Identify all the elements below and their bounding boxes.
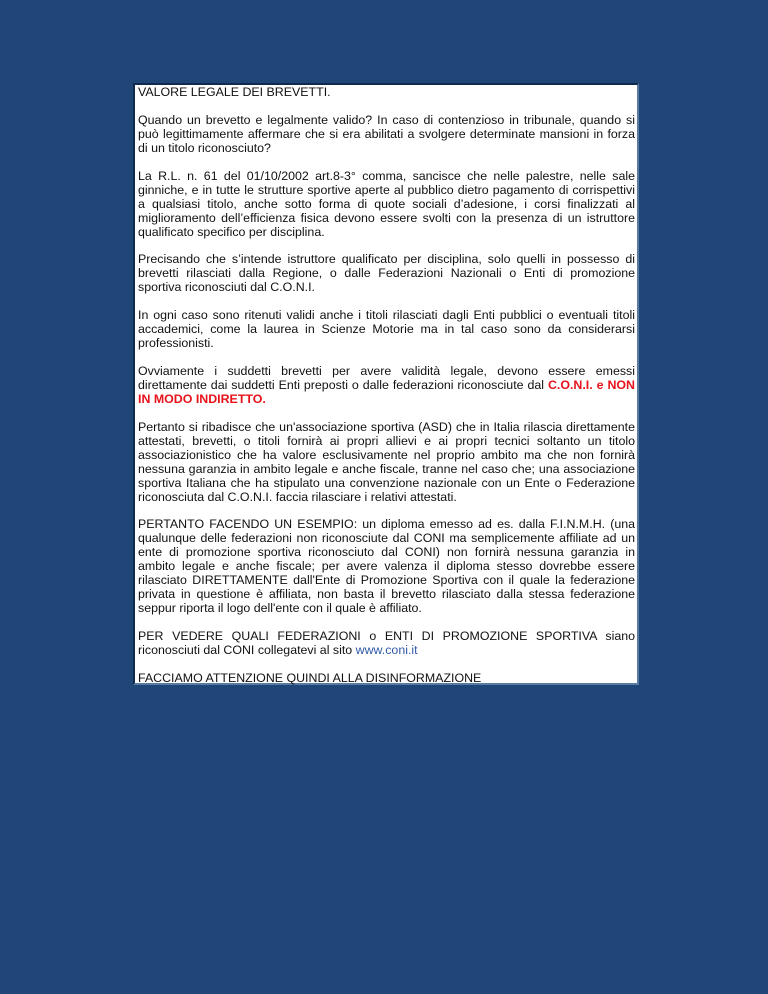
paragraph-qualified-instructor: Precisando che s’intende istruttore qualificato per disciplina, solo quelli in possesso di brevetti rilasciati dalla Regione, o dalle Federazioni Nazionali o Enti di promozione sportiva riconosciuti dal C.O.N.I. xyxy=(138,252,635,295)
paragraph-coni-site xyxy=(138,630,635,658)
closing-statement: FACCIAMO ATTENZIONE QUINDI ALLA DISINFORMAZIONE xyxy=(138,670,482,685)
paragraph-legal-validity xyxy=(138,365,635,407)
paragraph-academic-titles: In ogni caso sono ritenuti validi anche i titoli rilasciati dagli Enti pubblici o eventuali titoli accademici, come la laurea in Scienze Motorie ma in tal caso sono da considerarsi professionisti. xyxy=(138,308,635,351)
paragraph-example: PERTANTO FACENDO UN ESEMPIO: un diploma emesso ad es. dalla F.I.N.M.H. (una qualunque delle federazioni non riconosciute dal CONI ma semplicemente affiliate ad un ente di promozione sportiva riconosciuto dal CONI) non fornirà nessuna garanzia in ambito legale e anche fiscale; per avere valenza il diploma stesso dovrebbe essere rilasciato DIRETTAMENTE dall'Ente di Promozione Sportiva con il quale la federazione privata in questione è affiliata, non basta il brevetto rilasciato dalla stessa federazione seppur riporta il logo dell'ente con il quale è affiliato. xyxy=(138,517,635,616)
document-page xyxy=(133,83,639,685)
document-title: VALORE LEGALE DEI BREVETTI. xyxy=(138,85,331,99)
paragraph-law: La R.L. n. 61 del 01/10/2002 art.8-3° comma, sancisce che nelle palestre, nelle sale ginniche, e in tutte le strutture sportive aperte al pubblico dietro pagamento di corrispettivi a qualsiasi titolo, anche sotto forma di quote sociali d’adesione, i corsi finalizzati al miglioramento dell’efficienza fisica devono essere svolti con la presenza di un istruttore qualificato specifico per disciplina. xyxy=(138,168,635,239)
paragraph-question: Quando un brevetto e legalmente valido? In caso di contenzioso in tribunale, quando si può legittimamente affermare che si era abilitati a svolgere determinate mansioni in forza di un titolo riconosciuto? xyxy=(138,112,635,155)
highlight-text: C.O.N.I. e NON IN MODO INDIRETTO. xyxy=(138,377,635,406)
paragraph-text: Ovviamente i suddetti brevetti per avere validità legale, devono essere emessi direttamente dai suddetti Enti preposti o dalle federazioni riconosciute dal xyxy=(138,363,635,392)
paragraph-text: PER VEDERE QUALI FEDERAZIONI o ENTI DI PROMOZIONE SPORTIVA siano riconosciuti dal CONI collegatevi al sito xyxy=(138,629,635,657)
coni-link[interactable]: www.coni.it xyxy=(355,643,418,657)
paragraph-asd: Pertanto si ribadisce che un'associazione sportiva (ASD) che in Italia rilascia direttamente attestati, brevetti, o titoli fornirà ai propri allievi e ai propri tecnici soltanto un titolo associazionistico che ha valore esclusivamente nel proprio ambito ma che non fornirà nessuna garanzia in ambito legale e anche fiscale, tranne nel caso che; una associazione sportiva Italiana che ha stipulato una convenzione nazionale con un Ente o Federazione riconosciuta dal C.O.N.I. faccia rilasciare i relativi attestati. xyxy=(138,419,635,504)
